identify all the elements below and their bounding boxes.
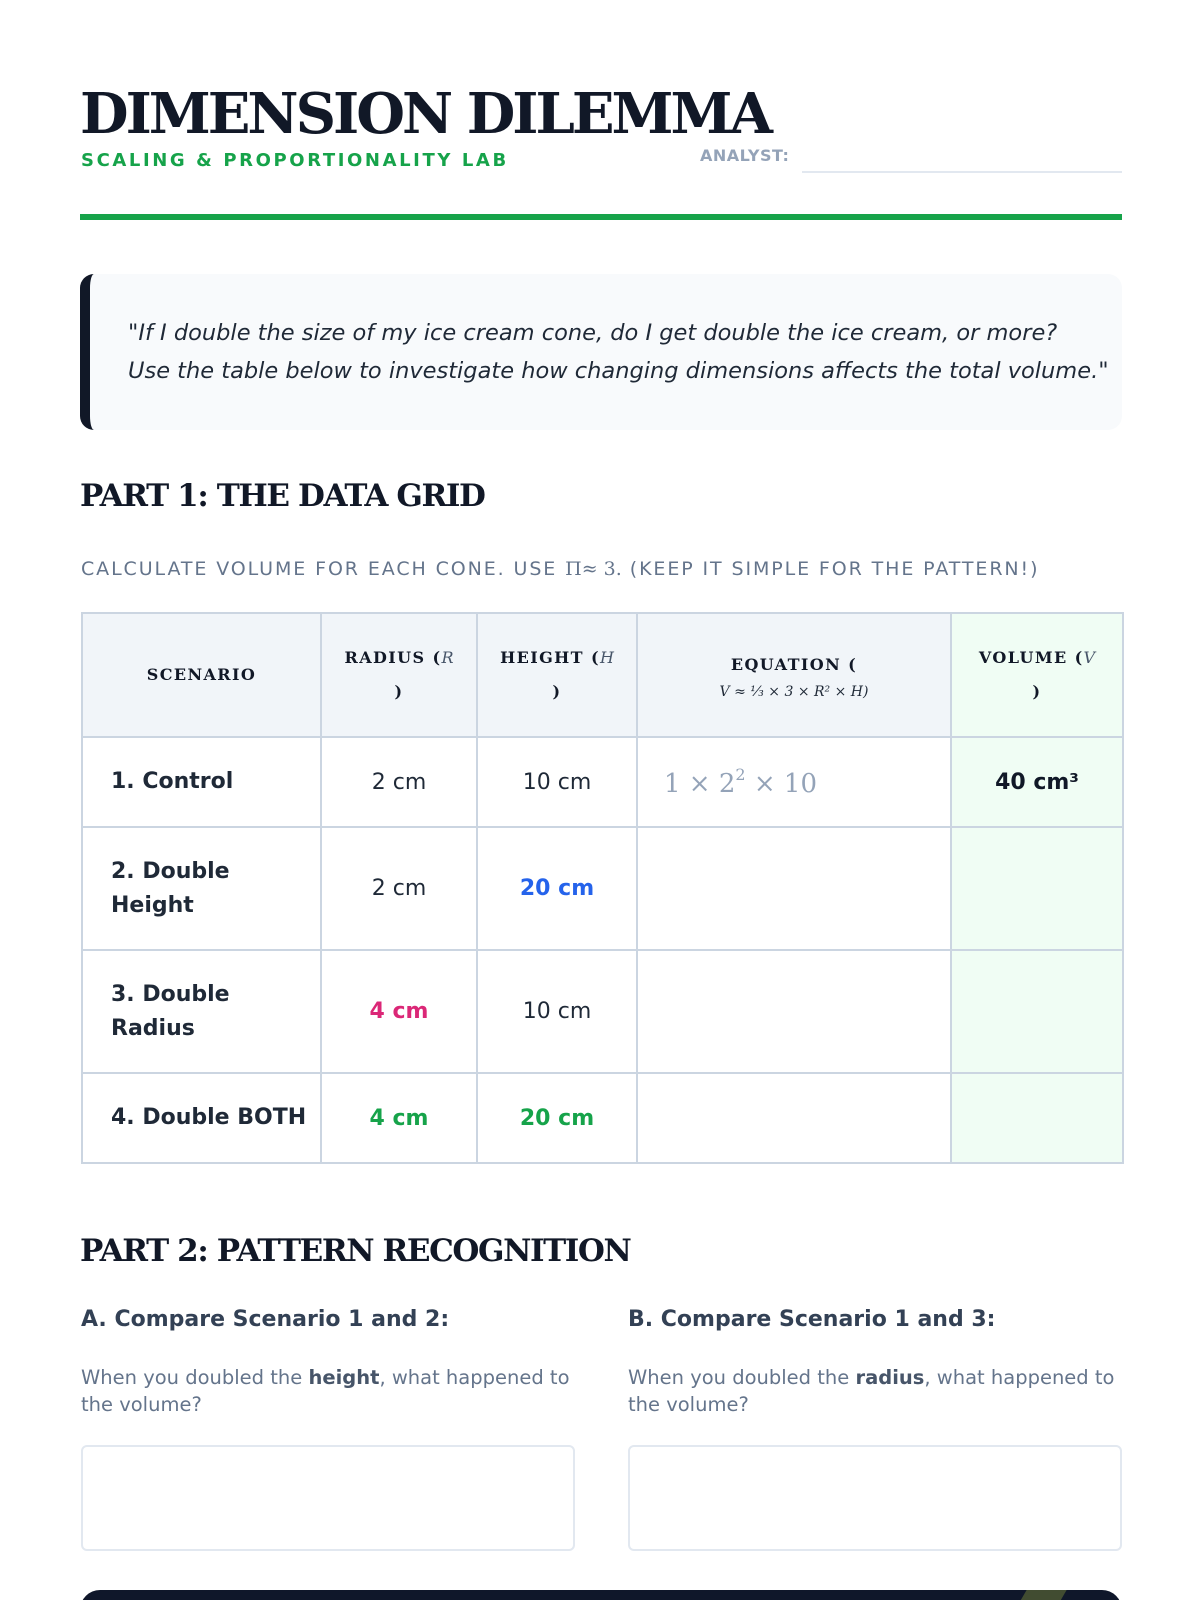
- volume-cell: 40 cm³: [951, 737, 1123, 827]
- intro-quote: [80, 274, 1122, 430]
- header-radius: RADIUS (R ): [321, 613, 477, 737]
- height-cell: 10 cm: [477, 950, 637, 1073]
- height-cell: 10 cm: [477, 737, 637, 827]
- header-divider: [80, 214, 1122, 220]
- height-cell-highlight: 20 cm: [477, 1073, 637, 1163]
- analyst-label: ANALYST:: [700, 146, 790, 165]
- question-b-heading: B. Compare Scenario 1 and 3:: [628, 1307, 996, 1332]
- radius-cell: 2 cm: [321, 827, 477, 950]
- instruction-prefix: CALCULATE VOLUME FOR EACH CONE. USE: [81, 558, 566, 580]
- height-cell-highlight: 20 cm: [477, 827, 637, 950]
- instruction-suffix: (KEEP IT SIMPLE FOR THE PATTERN!): [621, 558, 1040, 580]
- equation-cell: $1 \times 2^2 \times 10$: [637, 737, 951, 827]
- answer-b-textarea[interactable]: [628, 1445, 1122, 1551]
- volume-input-cell[interactable]: [951, 1073, 1123, 1163]
- table-row: [82, 737, 1123, 827]
- header-equation: EQUATION ( V ≈ ⅓ × 3 × R² × H): [637, 613, 951, 737]
- page-title: DIMENSION DILEMMA: [80, 81, 770, 147]
- scenario-cell: 1. Control: [82, 737, 321, 827]
- table-row: [82, 1073, 1123, 1163]
- equation-input-cell[interactable]: [637, 1073, 951, 1163]
- equation-input-cell[interactable]: [637, 827, 951, 950]
- header-scenario: SCENARIO: [82, 613, 321, 737]
- part1-instruction: [81, 558, 1039, 580]
- question-a-prompt: When you doubled the height, what happened to the volume?: [81, 1366, 570, 1416]
- footer-banner: [80, 1590, 1122, 1600]
- scenario-cell: 3. Double Radius: [82, 950, 321, 1073]
- quote-line-1: "If I double the size of my ice cream cone, do I get double the ice cream, or more?: [128, 320, 1058, 346]
- banner-accent-shape: [1017, 1590, 1066, 1600]
- question-a-heading: A. Compare Scenario 1 and 2:: [81, 1307, 450, 1332]
- scenario-cell: 4. Double BOTH: [82, 1073, 321, 1163]
- radius-cell-highlight: 4 cm: [321, 1073, 477, 1163]
- pi-approximation: Π≈ 3.: [565, 558, 622, 580]
- page-subtitle: SCALING & PROPORTIONALITY LAB: [81, 150, 509, 171]
- header-volume: VOLUME (V ): [951, 613, 1123, 737]
- header-height: HEIGHT (H ): [477, 613, 637, 737]
- equation-formula: V ≈ ⅓ × 3 × R² × H): [719, 684, 869, 700]
- table-row: [82, 950, 1123, 1073]
- part1-heading: PART 1: THE DATA GRID: [80, 478, 485, 514]
- part2-heading: PART 2: PATTERN RECOGNITION: [80, 1233, 631, 1269]
- quote-line-2: Use the table below to investigate how changing dimensions affects the total volume.": [128, 358, 1109, 384]
- radius-cell-highlight: 4 cm: [321, 950, 477, 1073]
- analyst-name-field[interactable]: [802, 171, 1122, 173]
- radius-cell: 2 cm: [321, 737, 477, 827]
- scenario-cell: 2. Double Height: [82, 827, 321, 950]
- question-b-prompt: When you doubled the radius, what happened to the volume?: [628, 1366, 1115, 1416]
- answer-a-textarea[interactable]: [81, 1445, 575, 1551]
- table-header-row: [82, 613, 1123, 737]
- table-row: [82, 827, 1123, 950]
- equation-input-cell[interactable]: [637, 950, 951, 1073]
- data-grid-table: [81, 612, 1124, 1164]
- volume-input-cell[interactable]: [951, 827, 1123, 950]
- volume-input-cell[interactable]: [951, 950, 1123, 1073]
